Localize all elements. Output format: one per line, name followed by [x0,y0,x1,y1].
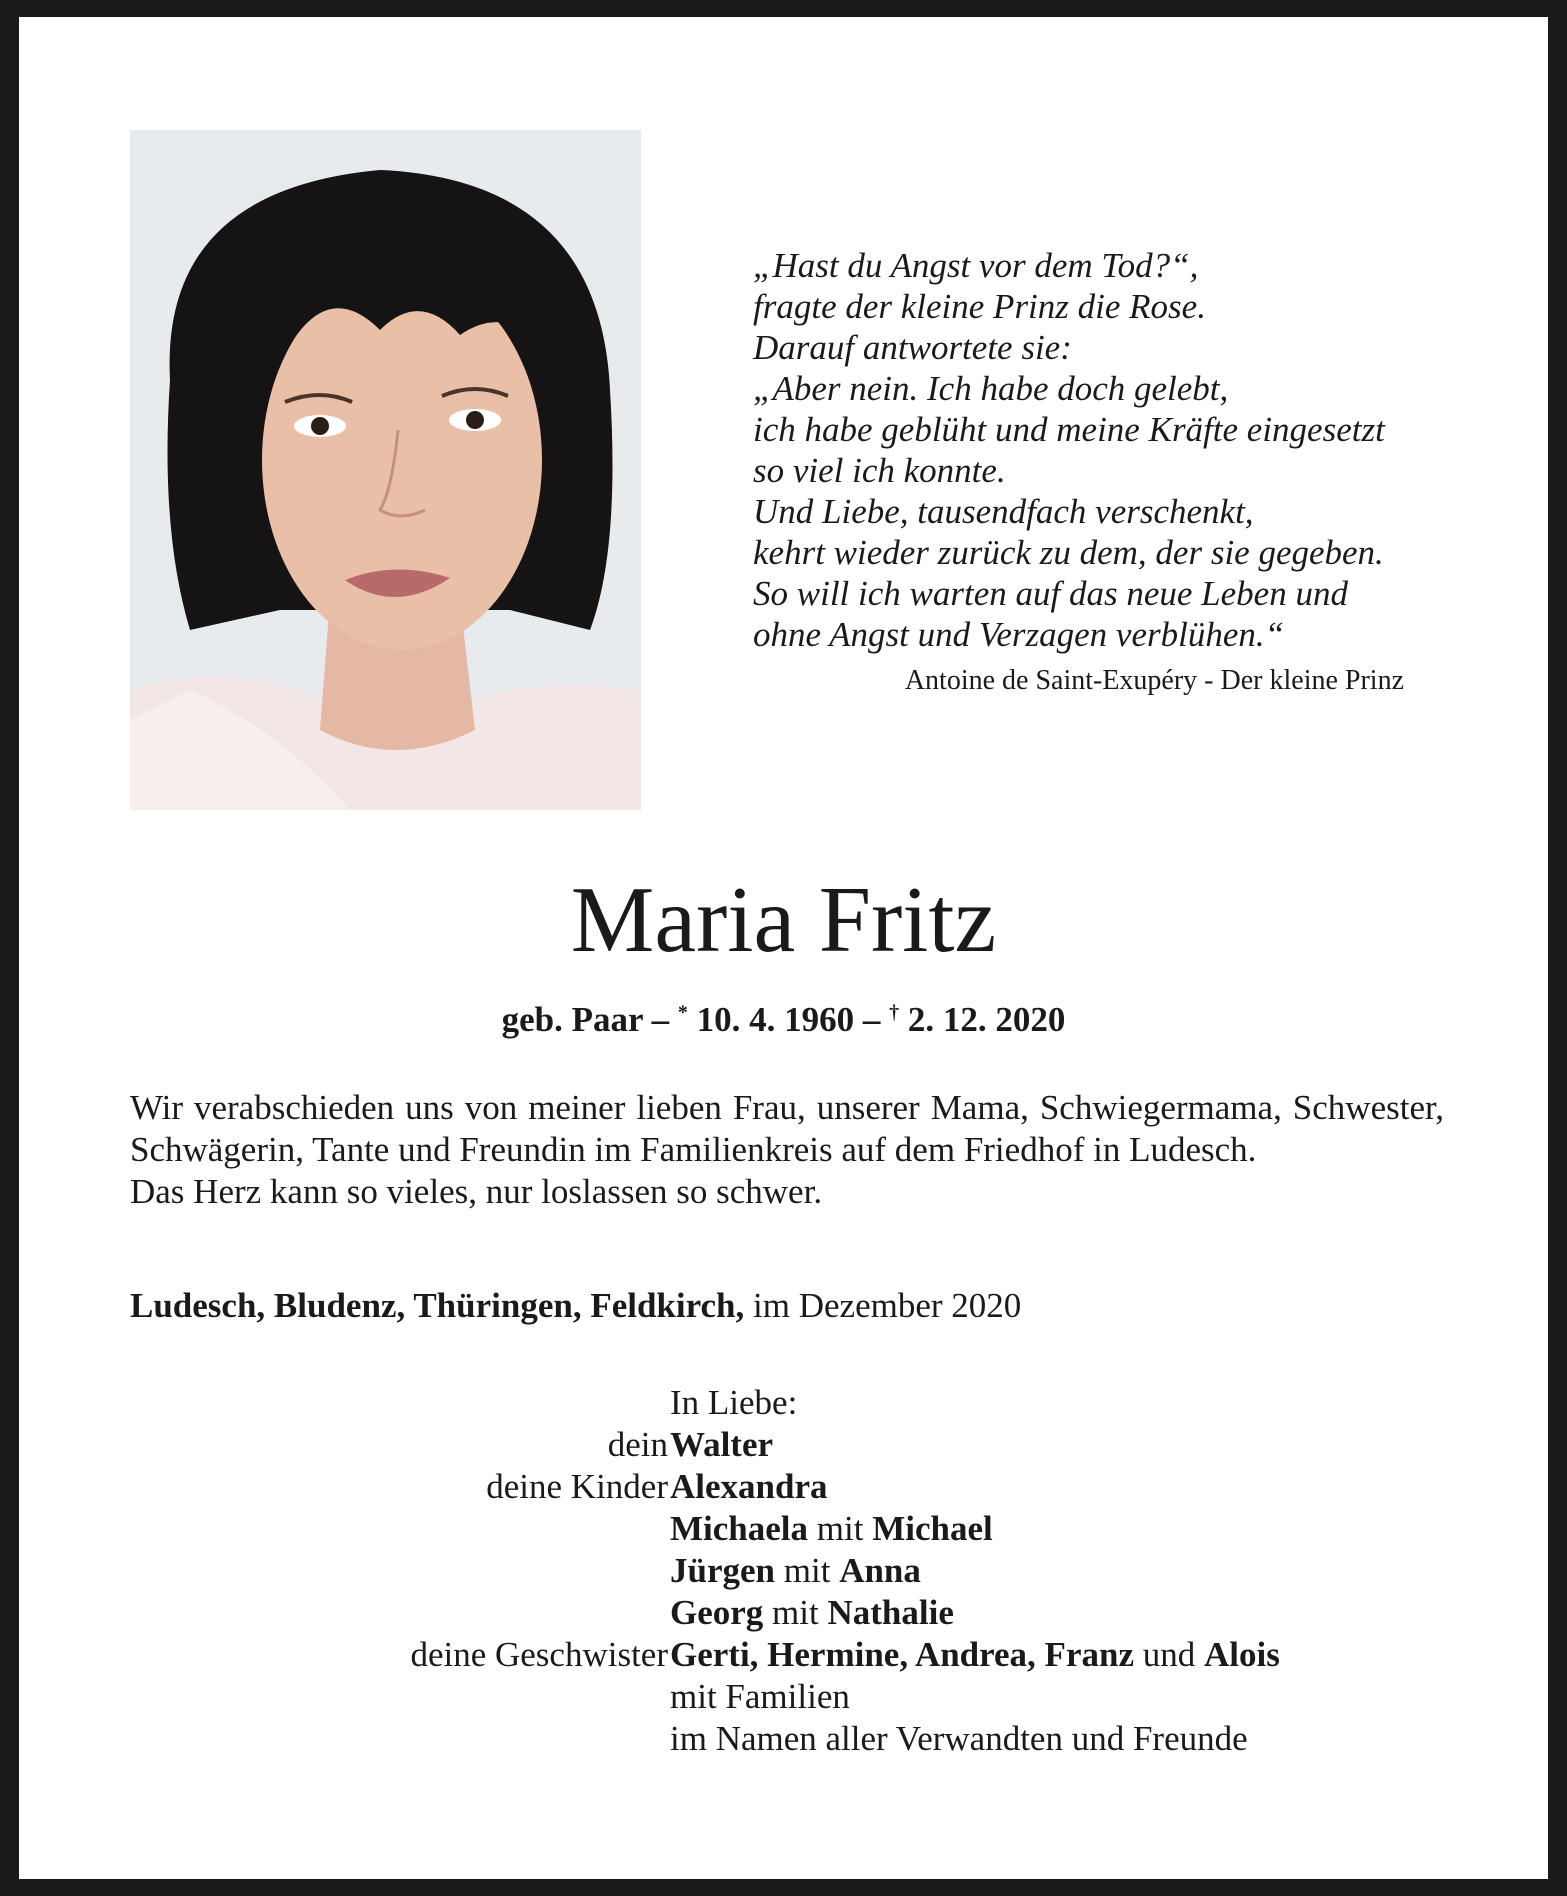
death-date: 2. 12. 2020 [907,1000,1066,1039]
quote-attribution: Antoine de Saint-Exupéry - Der kleine Prinz [904,665,1404,696]
farewell-message [130,1087,1444,1213]
child-name: Georg [670,1593,764,1632]
mourners-intro: In Liebe: [670,1383,798,1422]
quote-line: Und Liebe, tausendfach verschenkt, [753,492,1254,531]
with-word: mit [772,1593,819,1632]
death-symbol: † [889,1001,900,1024]
quote-line: ich habe geblüht und meine Kräfte eingesetzt [753,410,1385,449]
husband-name: Walter [670,1425,774,1464]
siblings-label: deine Geschwister [410,1635,668,1674]
birth-name: geb. Paar [501,1000,643,1039]
with-word: mit [816,1509,864,1548]
child-name: Michaela [670,1509,809,1548]
life-dates [19,1000,1548,1040]
closing-line [130,1286,1444,1326]
separator: – [642,1000,678,1039]
quote-line: kehrt wieder zurück zu dem, der sie gegeben. [753,533,1384,572]
portrait-photo [130,130,641,810]
sibling-name: Alois [1203,1635,1280,1674]
with-families: mit Familien [670,1677,850,1716]
partner-name: Anna [839,1551,921,1590]
quote-line: „Aber nein. Ich habe doch gelebt, [753,369,1229,408]
husband-label: dein [607,1425,668,1464]
deceased-name: Maria Fritz [570,868,997,972]
and-word: und [1142,1635,1196,1674]
places: Ludesch, Bludenz, Thüringen, Feldkirch, [130,1286,745,1325]
little-prince-quote [753,245,1473,655]
separator: – [854,1000,890,1039]
birth-symbol: * [677,1001,688,1024]
child-name: Alexandra [670,1467,828,1506]
portrait-illustration [130,130,641,810]
quote-line: Darauf antwortete sie: [753,328,1072,367]
quote-line: so viel ich konnte. [753,451,1006,490]
closing-date: im Dezember 2020 [753,1286,1022,1325]
farewell-line: Das Herz kann so vieles, nur loslassen so schwer. [130,1172,823,1211]
quote-line: So will ich warten auf das neue Leben und [753,574,1348,613]
relatives-note: im Namen aller Verwandten und Freunde [670,1719,1248,1758]
quote-line: fragte der kleine Prinz die Rose. [753,287,1206,326]
quote-line: ohne Angst und Verzagen verblühen.“ [753,615,1285,654]
partner-name: Nathalie [827,1593,954,1632]
obituary-page [19,17,1548,1879]
children-label: deine Kinder [486,1467,668,1506]
partner-name: Michael [872,1509,993,1548]
birth-date: 10. 4. 1960 [696,1000,855,1039]
with-word: mit [783,1551,831,1590]
farewell-text: Wir verabschieden uns von meiner lieben Frau, unserer Mama, Schwiegermama, Schwester, Schwägerin, Tante und Freundin im Familienkreis auf dem Friedhof in Ludesch. [130,1088,1444,1169]
sibling-names: Gerti, Hermine, Andrea, Franz [670,1635,1134,1674]
quote-line: „Hast du Angst vor dem Tod?“, [753,246,1199,285]
child-name: Jürgen [670,1551,775,1590]
